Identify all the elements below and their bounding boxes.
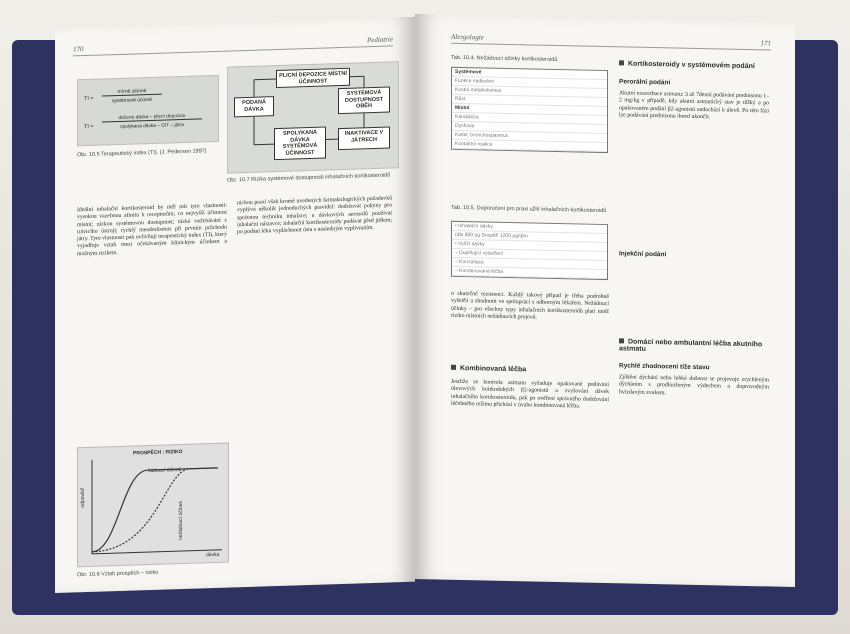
table-row: – Doplňující vyšetření <box>452 249 607 261</box>
formula-top-numerator: mírně účinné <box>102 88 162 97</box>
running-head-right: Alergologie <box>451 32 484 42</box>
chart-title: PROSPĚCH : RIZIKO <box>133 448 183 457</box>
header-rule <box>73 45 393 56</box>
table-row: • Inhalační dávky <box>452 222 607 234</box>
formula-prefix-2: TI = <box>84 123 94 131</box>
table-row: Dysfonie <box>452 122 607 134</box>
kombinovana-text: Jestliže se kontrola astmatu vyžaduje opakované podávání úlevových krátkodobých β2-agonistů a zvyšování dávek inhalačního kortikosteroidu, pak po ověření správného dodržování léčebného režimu přichází v úvahu kombinovaná léčba. <box>451 378 609 410</box>
caption-fig-10-6: Obr. 10.6 Vztah prospěch – riziko <box>77 569 159 579</box>
box-inaktivace: INAKTIVACE V JÁTRECH <box>338 126 390 150</box>
table-row: Kostní metabolismus <box>452 86 607 98</box>
peroralni-text: Akutní exacerbace astmatu: 3 až 7denní podávání prednisonu 1–2 mg/kg v případě, kdy akutní astmatický stav je těžký a po opakovaném podání β2-agonistů nedochází k úlevě. Po této fázi lze podávání prednisonu ihned ukončit. <box>619 90 769 121</box>
section-domaci-title: Domácí nebo ambulantní léčba akutního astmatu <box>619 338 763 353</box>
box-plicni-depozice: PLICNÍ DEPOZICE MÍSTNÍ ÚČINNOST <box>276 68 350 88</box>
table-nezadouci-ucinky <box>451 67 608 153</box>
chart-label-clinical: žádoucí účinek <box>148 467 182 475</box>
table-row: – Kombinovaná léčba <box>452 267 607 279</box>
table-row: Kašel, bronchospasmus <box>452 131 607 143</box>
diagram-arrows <box>228 62 398 172</box>
curve-clinical <box>92 468 218 552</box>
figure-terapeuticky-index <box>77 75 219 146</box>
rychle-text: Zjištění dýchání nebo lehká dušnost se projevuje zrychleným dýcháním s prodlouženým výdechem a doprovodným hvízdavým zvukem. <box>619 374 769 396</box>
chart-xlabel: dávka <box>206 551 220 559</box>
table-row: Systémové <box>452 68 607 80</box>
chart-x-axis <box>92 550 222 554</box>
chart-prospech-riziko <box>77 443 229 568</box>
sub-injekcni: Injekční podání <box>619 250 667 259</box>
sub-peroralni: Perorální podání <box>619 78 671 87</box>
figure-rizika-systemove-dostupnosti <box>227 61 399 173</box>
section-kombinovana-title: Kombinovaná léčba <box>460 364 527 374</box>
table-row: (dle 800 µg Dospělí 1200 µg/den <box>452 231 607 243</box>
section-bullet-icon <box>619 60 624 65</box>
right-column-text: nickou praxí však kromě uvedených farmakologických požadavků vyplývá několik jednoduchých pravidel: dodržovat pokyny pro správnou techniku inhalace; u dávkových aerosolů používat inhalační nástavce; inhalační kortikosteroidy podávat před jídlem; po podání léku vypláchnout ústa s následným vyplivnutím. <box>237 195 392 236</box>
table-10-4-caption: Tab. 10.4. Nežádoucí účinky kortikosteroidů <box>451 54 558 64</box>
table-row: Kandidóza <box>452 113 607 125</box>
table-doporuceni <box>451 221 608 280</box>
section-bullet-icon <box>619 338 624 343</box>
mid-column-text: o skutečné rezistenci. Každý takový případ je třeba podrobně vyšetřit a zhodnotit ve spolupráci s odborným lékařem. Nežádoucí účinky – pro všechny typy inhalačních kortikosteroidů platí totéž riziko místních nežádoucích projevů. <box>451 290 609 321</box>
table-row: – Konzultace <box>452 258 607 270</box>
sub-rychle: Rychlé zhodnocení tíže stavu <box>619 362 710 372</box>
table-row: Kontaktní reakce <box>452 140 607 152</box>
section-bullet-icon <box>451 365 456 370</box>
right-page <box>415 14 795 587</box>
chart-plot <box>78 444 228 567</box>
table-row: Růst <box>452 95 607 107</box>
section-kombinovana <box>451 365 526 374</box>
section-kortikosteroidy <box>619 60 755 70</box>
chart-label-adverse: nežádoucí účinek <box>178 500 184 541</box>
formula-bottom-denominator: spolykaná dávka – GIT – játra <box>120 122 184 130</box>
box-spolykana-davka: SPOLYKANÁ DÁVKA SYSTÉMOVÁ ÚČINNOST <box>274 126 326 160</box>
caption-fig-10-5: Obr. 10.5 Terapeutický index (TI). (J. Pedersen 1997) <box>77 148 207 159</box>
page-number-right: 171 <box>760 39 771 48</box>
box-systemova-dostupnost: SYSTÉMOVÁ DOSTUPNOST OBĚH <box>338 86 390 114</box>
left-column-text: Ideální inhalační kortikosteroid by měl mít tyto vlastnosti: vysokou vazebnou afinitu k receptorům; co nejvyšší účinnost místní; nízkou systémovou dostupnost; nízké vstřebávání z trávicího ústrojí; rychlý metabolismus při prvním průchodu játry. Tyto vlastnosti pak ovlivňují terapeutický index (TI), který vyjadřuje vztah mezi očekávaným klinickým účinkem a možným rizikem. <box>77 202 227 258</box>
curve-adverse <box>92 468 218 552</box>
section-kortikosteroidy-title: Kortikosteroidy v systémovém podání <box>628 60 755 71</box>
chart-ylabel: odpověď <box>80 488 86 508</box>
table-10-5-caption: Tab. 10.5. Doporučení pro praxi užití inhalačních kortikosteroidů <box>451 204 607 215</box>
box-podana-davka: PODANÁ DÁVKA <box>234 96 274 117</box>
table-row: • Vyšší dávky <box>452 240 607 252</box>
header-rule-right <box>451 43 771 51</box>
caption-fig-10-7: Obr. 10.7 Rizika systémové dostupnosti inhalačních kortikosteroidů <box>227 172 391 184</box>
running-head-left: Pediatrie <box>366 35 393 45</box>
table-row: Místní <box>452 104 607 116</box>
section-domaci <box>619 338 779 355</box>
formula-bottom-numerator: dečené dávka – plicní depozice <box>102 113 202 122</box>
formula-prefix: TI = <box>84 95 94 103</box>
left-page <box>55 17 415 593</box>
page-number-left: 170 <box>73 45 84 54</box>
formula-top-denominator: systémově účinné <box>111 96 153 105</box>
table-row: Funkce nadledvin <box>452 77 607 89</box>
